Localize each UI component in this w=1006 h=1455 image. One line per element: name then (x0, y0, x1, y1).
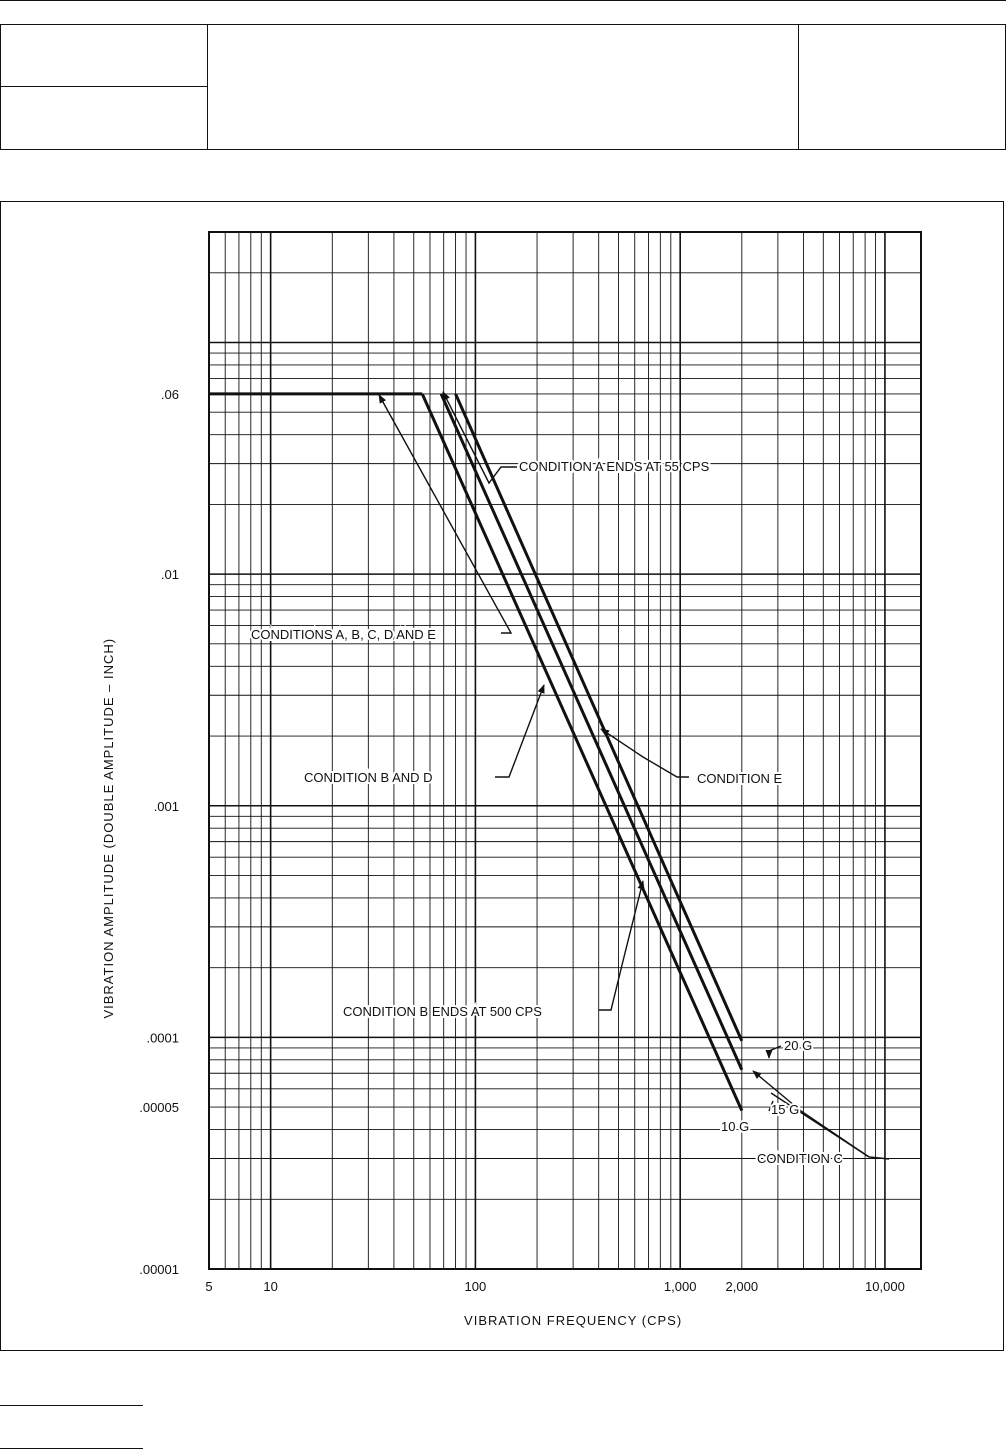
x-tick-label: 1,000 (663, 1279, 697, 1294)
x-axis-label: VIBRATION FREQUENCY (CPS) (464, 1313, 683, 1328)
header-cell-right (799, 25, 1005, 149)
document-header-table (0, 24, 1006, 150)
y-tick-label: .001 (153, 798, 179, 814)
header-cell-left-top (1, 25, 207, 87)
annotation-label: CONDITION C (757, 1151, 843, 1166)
x-tick-label: 2,000 (725, 1279, 759, 1294)
header-cell-left-bottom (1, 87, 207, 149)
plot-border (209, 232, 921, 1269)
grid-layer (209, 232, 921, 1269)
y-tick-label: .00005 (139, 1100, 179, 1116)
annotation-label: CONDITION A ENDS AT 55 CPS (519, 459, 710, 474)
annotation-label: CONDITION E (697, 771, 783, 786)
header-cell-title (208, 25, 799, 149)
annotation-label: CONDITION B AND D (304, 770, 433, 785)
annotation-label: 20 G (784, 1038, 813, 1053)
x-tick-label: 10 (263, 1279, 278, 1294)
annotation-label: CONDITIONS A, B, C, D AND E (251, 627, 436, 642)
annotation-label: 15 G (771, 1102, 800, 1117)
annotation-label: CONDITION B ENDS AT 500 CPS (343, 1004, 542, 1019)
annotation-arrow (443, 392, 517, 483)
top-rule (0, 0, 1006, 1)
y-tick-label: .06 (160, 386, 179, 402)
x-tick-label: 100 (464, 1279, 487, 1294)
y-tick-label: .0001 (146, 1030, 179, 1046)
footnote-rule-1 (0, 1405, 143, 1406)
x-tick-label: 10,000 (865, 1279, 905, 1294)
y-tick-label: .01 (160, 567, 179, 583)
x-tick-label: 5 (205, 1279, 213, 1294)
chart-frame (0, 201, 1004, 1351)
annotation-arrow (599, 881, 643, 1010)
annotation-label: 10 G (721, 1119, 750, 1134)
footnote-rule-2 (0, 1448, 143, 1449)
series-line-2 (441, 394, 742, 1070)
annotation-arrow (379, 395, 511, 633)
y-tick-label: .00001 (139, 1262, 179, 1277)
header-cell-left (1, 25, 208, 149)
vibration-chart (1, 202, 1005, 1352)
y-axis-label: VIBRATION AMPLITUDE (DOUBLE AMPLITUDE – INCH) (101, 637, 116, 1019)
